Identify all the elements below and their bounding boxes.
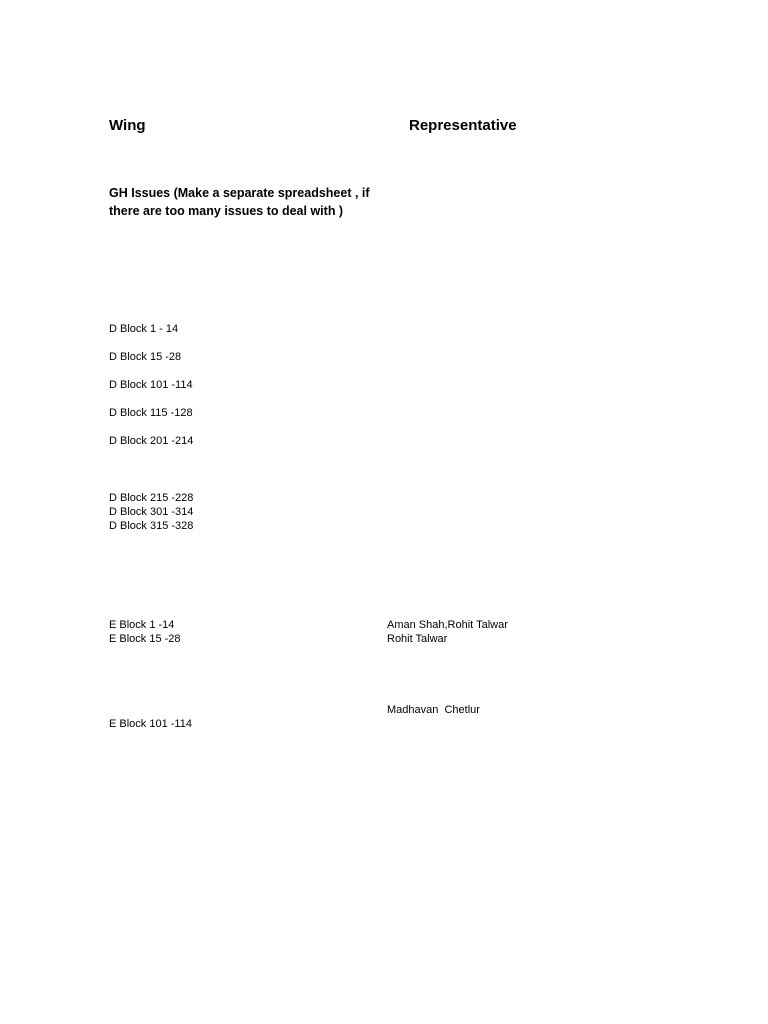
wing-cell: E Block 101 -114 [109, 718, 192, 730]
wing-column-header: Wing [109, 117, 146, 134]
wing-cell: D Block 1 - 14 [109, 323, 179, 335]
gh-issues-heading: GH Issues (Make a separate spreadsheet , if there are too many issues to deal with ) [109, 186, 370, 218]
wing-cell: D Block 215 -228 [109, 492, 194, 504]
wing-cell: E Block 15 -28 [109, 633, 181, 645]
wing-cell: E Block 1 -14 [109, 619, 175, 631]
wing-cell: D Block 115 -128 [109, 407, 193, 419]
wing-cell: D Block 315 -328 [109, 520, 194, 532]
wing-cell: D Block 101 -114 [109, 379, 193, 391]
wing-cell: D Block 15 -28 [109, 351, 182, 363]
representative-cell: Aman Shah,Rohit Talwar [387, 619, 508, 631]
representative-cell: Rohit Talwar [387, 633, 448, 645]
representative-cell: Madhavan Chetlur [387, 704, 480, 716]
wing-cell: D Block 201 -214 [109, 435, 194, 447]
representative-column-header: Representative [409, 117, 517, 134]
wing-cell: D Block 301 -314 [109, 506, 194, 518]
